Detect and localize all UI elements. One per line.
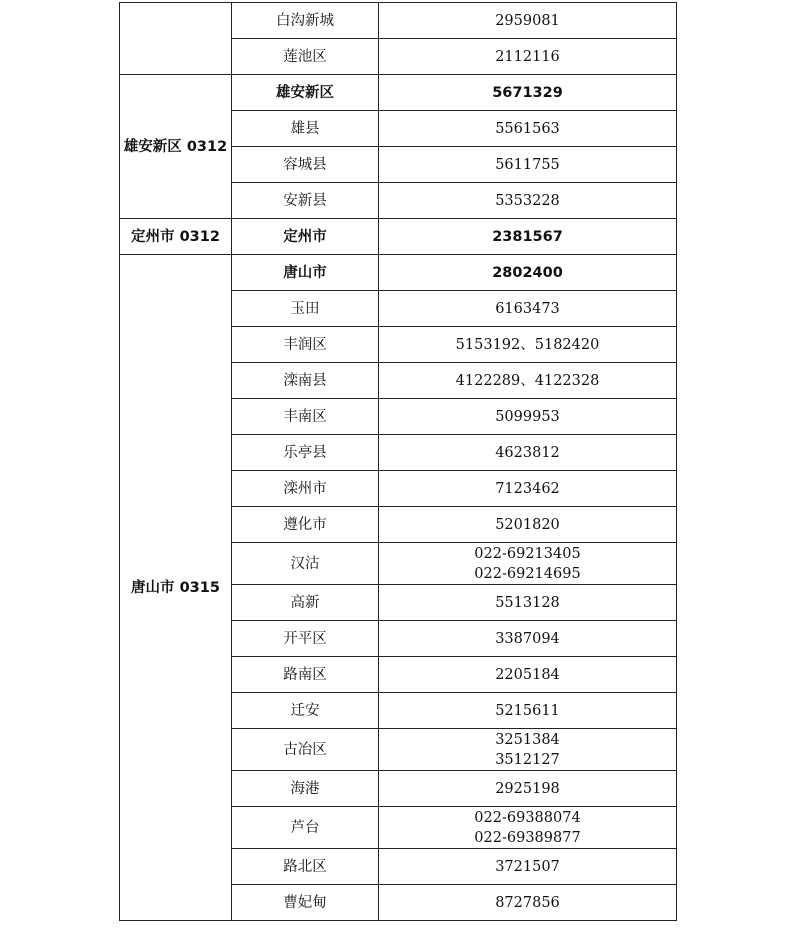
region-cell: 丰南区 (232, 399, 379, 435)
phone-cell (379, 363, 677, 399)
phone-number: 022-69389877 (474, 829, 581, 846)
region-cell: 白沟新城 (232, 3, 379, 39)
region-cell: 安新县 (232, 183, 379, 219)
phone-number: 5201820 (495, 516, 560, 533)
phone-cell (379, 399, 677, 435)
region-cell: 雄县 (232, 111, 379, 147)
phone-cell (379, 585, 677, 621)
phone-cell (379, 543, 677, 585)
region-cell: 芦台 (232, 807, 379, 849)
phone-cell (379, 807, 677, 849)
phone-number: 5099953 (495, 408, 560, 425)
contact-table (119, 2, 677, 921)
phone-cell (379, 219, 677, 255)
region-cell: 容城县 (232, 147, 379, 183)
table-row (120, 255, 677, 291)
phone-cell (379, 885, 677, 921)
phone-number: 2381567 (492, 228, 563, 245)
region-cell: 丰润区 (232, 327, 379, 363)
phone-cell (379, 75, 677, 111)
phone-number: 3721507 (495, 858, 560, 875)
region-cell: 海港 (232, 771, 379, 807)
area-code-cell: 唐山市 0315 (120, 255, 232, 921)
phone-number: 5561563 (495, 120, 560, 137)
area-code-cell: 定州市 0312 (120, 219, 232, 255)
table-row (120, 3, 677, 39)
region-cell: 古冶区 (232, 729, 379, 771)
phone-number: 2112116 (495, 48, 560, 65)
region-cell: 曹妃甸 (232, 885, 379, 921)
phone-number: 3251384 (495, 731, 560, 748)
phone-cell (379, 291, 677, 327)
region-cell: 路北区 (232, 849, 379, 885)
region-cell: 路南区 (232, 657, 379, 693)
phone-number: 4122289、4122328 (455, 372, 600, 389)
phone-number: 5671329 (492, 84, 563, 101)
phone-cell (379, 849, 677, 885)
phone-number: 5153192、5182420 (455, 336, 600, 353)
area-code-cell (120, 3, 232, 75)
phone-cell (379, 111, 677, 147)
phone-number: 6163473 (495, 300, 560, 317)
phone-cell (379, 39, 677, 75)
phone-cell (379, 255, 677, 291)
table-row (120, 75, 677, 111)
phone-cell (379, 3, 677, 39)
phone-cell (379, 507, 677, 543)
phone-cell (379, 657, 677, 693)
region-cell: 玉田 (232, 291, 379, 327)
region-cell: 雄安新区 (232, 75, 379, 111)
table-row (120, 219, 677, 255)
phone-cell (379, 327, 677, 363)
region-cell: 迁安 (232, 693, 379, 729)
phone-number: 2205184 (495, 666, 560, 683)
phone-number: 022-69214695 (474, 565, 581, 582)
phone-cell (379, 729, 677, 771)
phone-cell (379, 435, 677, 471)
phone-cell (379, 147, 677, 183)
phone-cell (379, 693, 677, 729)
contact-table-body (120, 3, 677, 921)
phone-number: 2925198 (495, 780, 560, 797)
region-cell: 汉沽 (232, 543, 379, 585)
region-cell: 遵化市 (232, 507, 379, 543)
phone-number: 7123462 (495, 480, 560, 497)
phone-cell (379, 183, 677, 219)
phone-number: 2959081 (495, 12, 560, 29)
phone-number: 022-69388074 (474, 809, 581, 826)
phone-number: 5513128 (495, 594, 560, 611)
area-code-cell: 雄安新区 0312 (120, 75, 232, 219)
phone-cell (379, 621, 677, 657)
region-cell: 莲池区 (232, 39, 379, 75)
phone-number: 4623812 (495, 444, 560, 461)
phone-number: 022-69213405 (474, 545, 581, 562)
region-cell: 乐亭县 (232, 435, 379, 471)
region-cell: 唐山市 (232, 255, 379, 291)
region-cell: 滦州市 (232, 471, 379, 507)
phone-number: 2802400 (492, 264, 563, 281)
phone-number: 5611755 (495, 156, 560, 173)
region-cell: 高新 (232, 585, 379, 621)
region-cell: 滦南县 (232, 363, 379, 399)
phone-number: 5215611 (495, 702, 560, 719)
phone-number: 5353228 (495, 192, 560, 209)
phone-number: 8727856 (495, 894, 560, 911)
phone-cell (379, 471, 677, 507)
region-cell: 定州市 (232, 219, 379, 255)
phone-cell (379, 771, 677, 807)
region-cell: 开平区 (232, 621, 379, 657)
phone-number: 3512127 (495, 751, 560, 768)
phone-number: 3387094 (495, 630, 560, 647)
